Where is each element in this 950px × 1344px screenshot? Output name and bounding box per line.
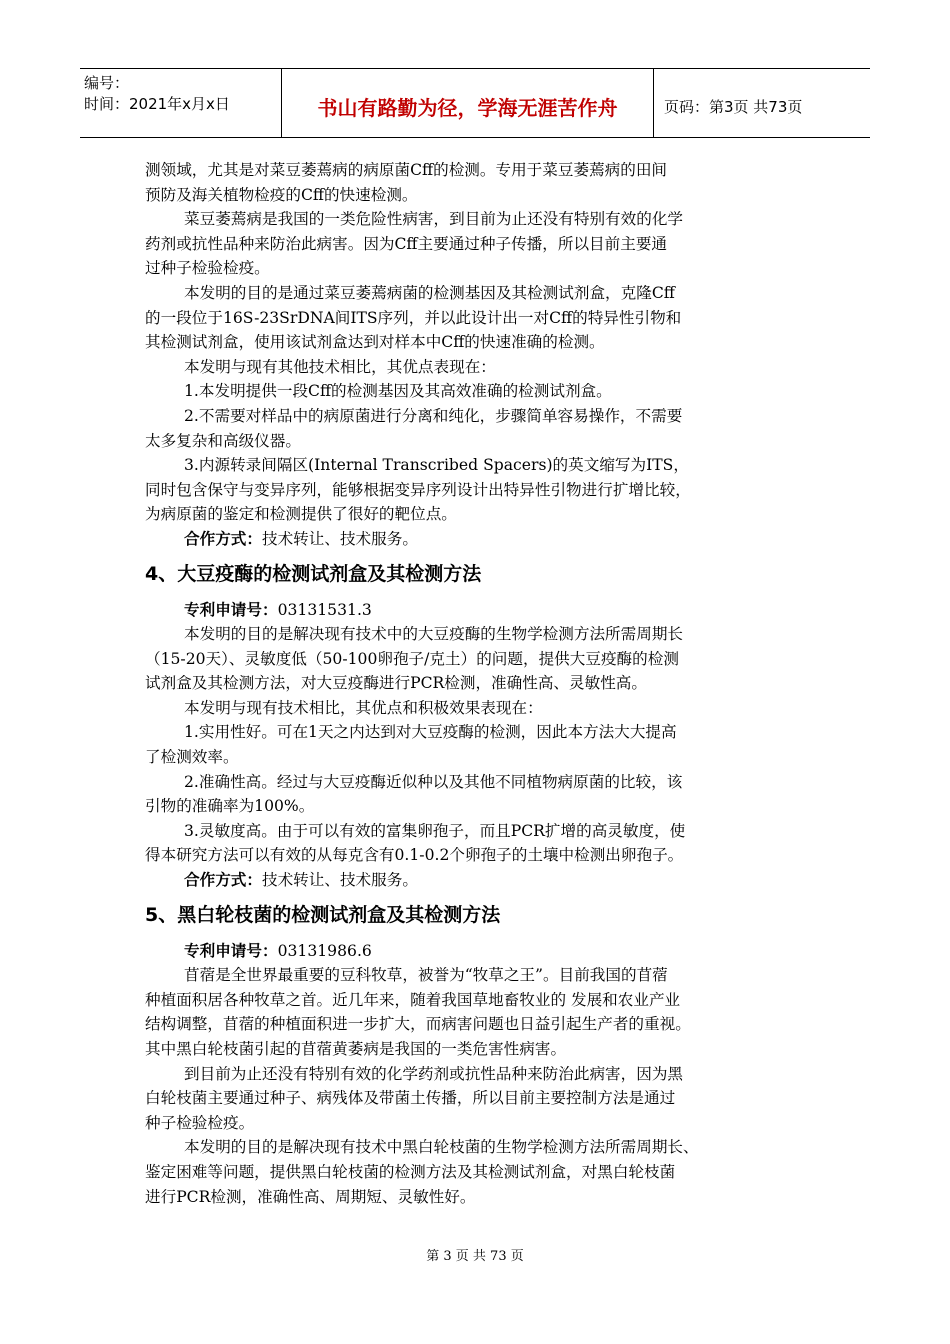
text-line: 同时包含保守与变异序列，能够根据变异序列设计出特异性引物进行扩增比较，	[145, 480, 691, 499]
text-line: 本发明与现有其他技术相比，其优点表现在：	[184, 357, 496, 376]
text-line: 到目前为止还没有特别有效的化学药剂或抗性品种来防治此病害，因为黑	[184, 1064, 684, 1083]
text-line: 引物的准确率为100%。	[145, 797, 315, 816]
patent-line	[145, 598, 815, 623]
section-heading-4: 4、大豆疫酶的检测试剂盒及其检测方法	[145, 562, 482, 585]
text-line: 试剂盒及其检测方法，对大豆疫酶进行PCR检测，准确性高、灵敏性高。	[145, 674, 647, 693]
text-line: 测领域，尤其是对菜豆萎蔫病的病原菌Cff的检测。专用于菜豆萎蔫病的田间	[145, 161, 668, 179]
text-line: 预防及海关植物检疫的Cff的快速检测。	[145, 185, 418, 204]
header-meta	[80, 69, 282, 137]
text-line: 种植面积居各种牧草之首。近几年来，随着我国草地畜牧业的 发展和农业产业	[145, 990, 681, 1009]
text-line: 1.本发明提供一段Cff的检测基因及其高效准确的检测试剂盒。	[184, 382, 612, 401]
text-line: 鉴定困难等问题，提供黑白轮枝菌的检测方法及其检测试剂盒，对黑白轮枝菌	[145, 1162, 676, 1181]
text-line: 了检测效率。	[145, 748, 239, 767]
patent-number: 03131531.3	[277, 600, 372, 619]
header-motto: 书山有路勤为径，学海无涯苦作舟	[282, 69, 654, 137]
text-line: 1.实用性好。可在1天之内达到对大豆疫酶的检测，因此本方法大大提高	[184, 723, 677, 742]
text-line: 本发明的目的是通过菜豆萎蔫病菌的检测基因及其检测试剂盒，克隆Cff	[184, 283, 675, 302]
patent-label: 专利申请号：	[184, 941, 278, 960]
text-line: 得本研究方法可以有效的从每克含有0.1-0.2个卵孢子的土壤中检测出卵孢子。	[145, 846, 684, 865]
text-line: 本发明的目的是解决现有技术中的大豆疫酶的生物学检测方法所需周期长	[184, 625, 684, 644]
text-line: 其中黑白轮枝菌引起的苜蓿黄萎病是我国的一类危害性病害。	[145, 1040, 567, 1058]
coop-label: 合作方式：	[184, 529, 262, 548]
text-line: 进行PCR检测，准确性高、周期短、灵敏性好。	[145, 1187, 476, 1206]
text-line: （15-20天）、灵敏度低（50-100卵孢子/克土）的问题，提供大豆疫酶的检测	[145, 649, 679, 668]
coop-value: 技术转让、技术服务。	[261, 871, 418, 890]
section-heading-5: 5、黑白轮枝菌的检测试剂盒及其检测方法	[145, 903, 501, 926]
patent-label: 专利申请号：	[184, 600, 278, 619]
text-line: 菜豆萎蔫病是我国的一类危险性病害，到目前为止还没有特别有效的化学	[184, 210, 684, 229]
text-line: 3.灵敏度高。由于可以有效的富集卵孢子，而且PCR扩增的高灵敏度，使	[184, 821, 686, 840]
text-line: 结构调整，苜蓿的种植面积进一步扩大，而病害问题也日益引起生产者的重视。	[145, 1015, 691, 1034]
cooperation-line	[145, 527, 815, 552]
patent-line	[145, 939, 815, 964]
text-line: 过种子检验检疫。	[145, 259, 270, 278]
coop-label: 合作方式：	[184, 871, 262, 890]
text-line: 的一段位于16S-23SrDNA间ITS序列，并以此设计出一对Cff的特异性引物和	[145, 308, 682, 327]
header-time: 时间：2021年x月x日	[84, 95, 230, 113]
page-footer: 第 3 页 共 73 页	[426, 1249, 524, 1264]
text-line: 种子检验检疫。	[145, 1113, 255, 1132]
text-line: 2.不需要对样品中的病原菌进行分离和纯化，步骤简单容易操作，不需要	[184, 406, 683, 425]
text-line: 太多复杂和高级仪器。	[145, 431, 301, 450]
document-body	[145, 158, 815, 1209]
text-line: 苜蓿是全世界最重要的豆科牧草，被誉为“牧草之王”。目前我国的苜蓿	[184, 966, 668, 985]
text-line: 药剂或抗性品种来防治此病害。因为Cff主要通过种子传播，所以目前主要通	[145, 234, 668, 253]
header-number: 编号：	[84, 74, 130, 92]
page-header	[80, 68, 870, 138]
cooperation-line	[145, 868, 815, 893]
text-line: 白轮枝菌主要通过种子、病残体及带菌土传播，所以目前主要控制方法是通过	[145, 1089, 676, 1108]
text-line: 本发明与现有技术相比，其优点和积极效果表现在：	[184, 698, 543, 717]
coop-value: 技术转让、技术服务。	[261, 529, 418, 548]
patent-number: 03131986.6	[277, 941, 372, 960]
text-line: 本发明的目的是解决现有技术中黑白轮枝菌的生物学检测方法所需周期长、	[184, 1138, 699, 1157]
header-page-info: 页码：第3页 共73页	[664, 97, 803, 116]
text-line: 3.内源转录间隔区(Internal Transcribed Spacers)的英文缩写为ITS，	[184, 456, 689, 475]
text-line: 2.准确性高。经过与大豆疫酶近似种以及其他不同植物病原菌的比较，该	[184, 772, 683, 791]
text-line: 其检测试剂盒，使用该试剂盒达到对样本中Cff的快速准确的检测。	[145, 333, 605, 352]
text-line: 为病原菌的鉴定和检测提供了很好的靶位点。	[145, 505, 457, 524]
